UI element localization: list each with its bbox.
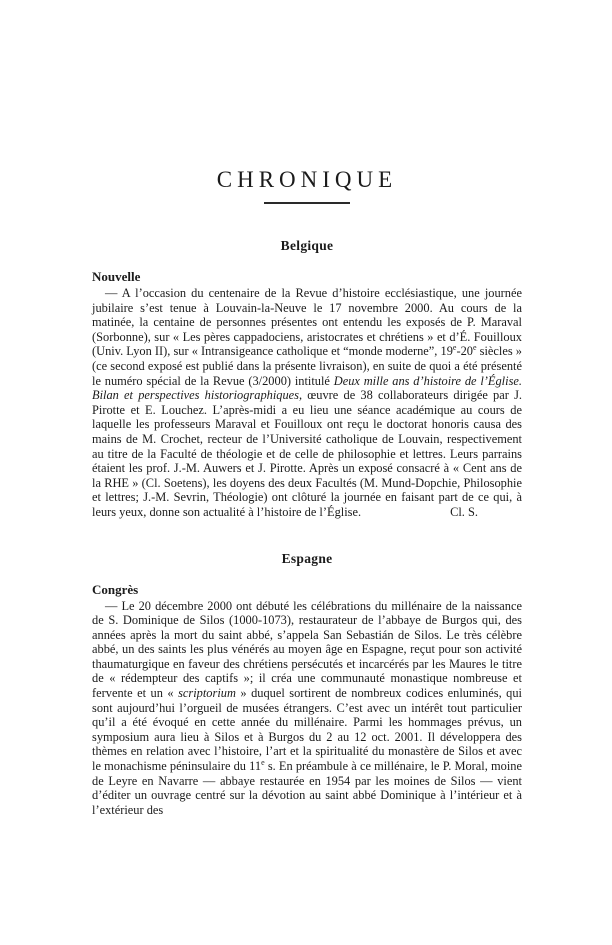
page-title: CHRONIQUE [216,167,398,192]
text-run: » duquel sortirent de nombreux codices enluminés, qui sont aujourd’hui l’orgueil de musées étrangers. C’est avec un intérêt tout particulier qu’il a été évoqué en cette année du millénaire. Parmi les hommages prévus, un symposium aura lieu à Silos et à Burgos du 2 au 12 oct. 2001. Il développera des thèmes en relation avec l’histoire, l’art et la spiritualité du monastère de Silos et avec le monachisme péninsulaire du 11 [92,686,522,774]
text-run: -20 [456,344,473,359]
paragraph-belgique [92,286,522,520]
text-run: scriptorium [178,686,236,701]
signature: Cl. S. [450,504,478,519]
text-run: e [261,757,265,767]
paragraph-espagne [92,599,522,818]
text-run: — A l’occasion du centenaire de la Revue d’histoire ecclésiastique, une journée jubilaire s’est tenue à Louvain-la-Neuve le 17 novembre 2000. Au cours de la matinée, la centaine de personnes présentes ont entendu les exposés de P. Maraval (Sorbonne), sur « Les pères cappadociens, aristocrates et chrétiens » et d’É. Fouilloux (Univ. Lyon II), sur « Intransigeance catholique et “monde moderne”, 19 [92,286,522,359]
text-run: siècles » (ce second exposé est publié dans la présente livraison), en suite de quoi a été présenté le numéro spécial de la Revue (3/2000) intitulé [92,344,522,388]
title-rule [264,202,350,204]
text-run: s. En préambule à ce millénaire, le P. Moral, moine de Leyre en Navarre — abbaye restaurée en 1954 par les moines de Silos — vient d’éditer un ouvrage centré sur la dévotion au saint abbé Dominique à l’intérieur et à l’extérieur des [92,759,522,817]
text-run: e [452,343,457,353]
text-run: — Le 20 décembre 2000 ont débuté les célébrations du millénaire de la naissance de S. Dominique de Silos (1000-1073), restaurateur de l’abbaye de Burgos qui, des années après la mort du saint abbé, s’appela San Sebastián de Silos. Le très célèbre abbé, un des saints les plus vénérés au moyen âge en Espagne, reçut pour son activité thaumaturgique en faveur des chrétiens persécutés et incarcérés par les Maures le titre de « rédempteur des captifs »; il créa une communauté monastique nombreuse et fervente et un « [92,598,522,701]
country-heading-belgique: Belgique [280,238,334,253]
text-run: œuvre de 38 collaborateurs dirigée par J. Pirotte et E. Louchez. L’après-midi a eu lieu une séance académique au cours de laquelle les professeurs Maraval et Fouilloux ont reçu le doctorat honoris causa des mains de M. Crochet, recteur de l’Université catholique de Louvain, respectivement au titre de la Faculté de théologie et de celle de philosophie et lettres. Leurs parrains étaient les prof. J.-M. Auwers et J. Pirotte. Après un exposé consacré à « Cent ans de la RHE » (Cl. Soetens), les doyens des deux Facultés (M. Mund-Dopchie, Philosophie et lettres; J.-M. Sevrin, Théologie) ont clôturé la journée en faisant part de ce qui, à leurs yeux, donne son actualité à l’histoire de l’Église. [92,388,522,519]
country-heading-espagne: Espagne [281,550,333,566]
page-header [92,167,522,204]
paragraph-espagne-text [92,599,522,817]
rubric-heading-nouvelle: Nouvelle [92,269,141,284]
section-belgique [92,238,522,520]
text-run: e [473,343,477,353]
text-run: Deux mille ans d’histoire de l’Église. Bilan et perspectives historiographiques, [92,373,522,403]
paragraph-belgique-text [92,286,522,519]
rubric-heading-congres: Congrès [92,581,139,597]
section-espagne [92,551,522,818]
